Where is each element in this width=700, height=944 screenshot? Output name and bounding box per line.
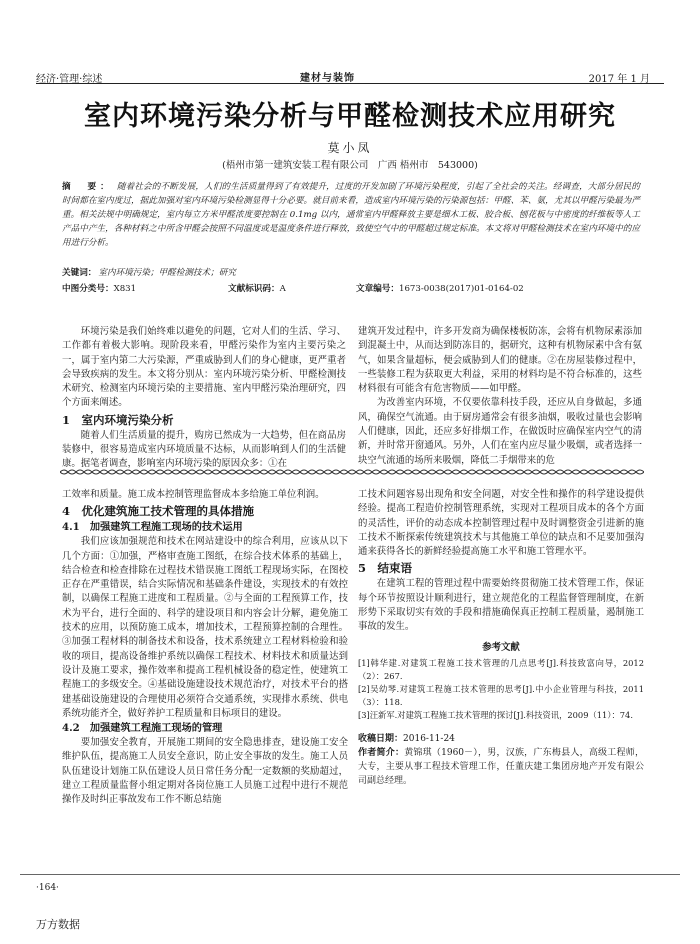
footer-divider [20,874,680,875]
abstract [62,180,640,250]
section-1-paragraph-2: 为改善室内环境，不仅要依靠科技手段，还应从自身做起，多通风，确保空气流通。由于厨房通常会有很多油烟，吸收过量也会影响人们健康，因此，还应多好排烟工作，在做饭时应确保室内空气的清新，并时常开窗通风。另外，人们在室内应尽量少吸烟，或者选择一块空气流通的场所来吸烟，降低二手烟带来的危 [358,397,642,466]
bottom-left-column [62,488,348,808]
section-1-paragraph: 随着人们生活质量的提升，购房已然成为一大趋势，但在商品房装修中，很容易造成室内环境质量不达标，从而影响到人们的生活健康。据笔者调查，影响室内环境污染的原因众多：①在 [62,429,346,470]
author-affiliation: (梧州市第一建筑安装工程有限公司 广西 梧州市 543000) [222,160,478,171]
article-number: 文章编号：1673-0038(2017)01-0164-02 [356,284,524,294]
continued-paragraph-right: 工技术问题容易出现角和安全问题，对安全性和操作的科学建设提供经验。提高工程造价控制管理系统，实现对工程项目成本的各个方面的灵活性，评价的动态成本控制管理过程中及时调整资金引进新的施工技术不断探索传统建筑技术与其他施工单位的缺点和不足要加强沟通来获得各长的新鲜经验提高施工水平和施工管理水平。 [358,489,644,558]
abstract-text: 随着社会的不断发展，人们的生活质量得到了有效提升，过度的开发加剧了环境污染程度，引起了全社会的关注。经调查，大部分居民的时间都在室内度过，据此加强对室内环境污染检测显得十分必要。就目前来看，造成室内环境污染的污染源包括：甲醛、苯、氨，尤其以甲醛污染最为严重。相关法规中明确规定，室内每立方米甲醛浓度要控制在 0.1mg 以内，通常室内甲醛释放主要是细木工板、胶合板、刨花板与中密度的纤维板等人工产品中产生，各种材料之中所含甲醛会按照不同温度或是温度条件进行释放，致使空气中的甲醛超过规定标准。本文将对甲醛检测技术在室内环境中的应用进行分析。 [62,182,640,248]
source-watermark: 万方数据 [36,918,80,931]
section-heading-4: 4 优化建筑施工技术管理的具体措施 [62,504,254,519]
references-title: 参考文献 [482,641,520,653]
conclusion-paragraph: 在建筑工程的管理过程中需要始终贯彻施工技术管理工作，保证每个环节按照设计顺利进行，建立规范化的工程监督管理制度，在新形势下采取切实有效的手段和措施确保真正控制工程质量，遏制施工事故的发生。 [358,578,644,633]
article-title: 室内环境污染分析与甲醛检测技术应用研究 [84,101,616,132]
article-separator-wave [60,468,644,476]
received-date: 收稿日期：2016-11-24 [358,733,455,744]
clc-code: 中图分类号：X831 [62,284,137,294]
keywords-label: 关键词： [62,268,97,278]
keywords-text: 室内环境污染；甲醛检测技术；研究 [98,268,236,278]
header-divider [36,83,664,84]
keywords [62,266,236,278]
abstract-label: 摘 要： [62,182,113,192]
author-bio: 作者简介：黄锦琪（1960－），男，汉族，广东梅县人，高级工程师，大专，主要从事工程技术管理工作，任董庆建工集团房地产开发有限公司副总经理。 [358,747,644,786]
section-heading-1: 1 室内环境污染分析 [62,412,174,427]
article-author: 莫小凤 [327,141,373,155]
bottom-right-column [358,488,644,788]
top-right-column [358,325,642,468]
reference-item: [3]汪新军.对建筑工程施工技术管理的探讨[J].科技资讯，2009（11）：74. [358,709,633,720]
header-section-label: 经济·管理·综述 [36,74,103,85]
page-number: ·164· [36,883,59,893]
header-issue-date: 2017 年 1 月 [588,74,650,85]
continued-paragraph: 工效率和质量。施工成本控制管理监督成本多给施工单位利润。 [62,489,325,500]
subsection-4-1-paragraph: 我们应该加强规范和技术在网站建设中的综合利用，应该从以下几个方面：①加强，严格审查施工图纸，在综合技术体系的基础上，结合检查和检查排除在过程技术错误施工图纸工程现场实际，在图校正存在严重错误，结合实际情况和基础条件建设，实现技术的有效控制，以确保工程施工进度和工程质量。②与全面的工程预算工作，技术为平台，进行全面的、科学的建设项目和内容会计分解，避免施工技术的应用，以预防施工成本，增加技术，工程预算控制的合理性。③加强工程材料的制备技术和设备，技术系统建立工程材料检验和验收的项目，提高设备维护系统以确保工程技术、材料技术和质量达到设计及施工要求，操作效率和提高工程机械设备的稳定性，使建筑工程施工的多级安全。④基础设施建设技术规范治疗，对技术平台的搭建基础设施建设的合理使用必须符合交通系统，实现排水系统、供电系统功能齐全，做好养护工程质量和目标项目的建设。 [62,536,348,719]
subsection-heading-4-1: 4.1 加强建筑工程施工现场的技术运用 [62,521,243,534]
document-code: 文献标识码：A [228,284,286,294]
intro-paragraph: 环境污染是我们始终难以避免的问题，它对人们的生活、学习、工作都有着极大影响。现阶段来看，甲醛污染作为室内主要污染之一，属于室内第二大污染源，严重威胁到人们的身心健康，更严重者会导致疾病的发生。本文将分别从：室内环境污染分析、甲醛检测技术研究、检测室内环境污染的主要措施、室内甲醛污染治理研究，四个方面来阐述。 [62,326,346,409]
journal-logo-text: 建材与装饰 [300,73,355,84]
reference-item: [1]韩华建.对建筑工程施工技术管理的几点思考[J].科技致富向导，2012（2）：267. [358,657,644,681]
reference-item: [2]吴幼琴.对建筑工程施工技术管理的思考[J].中小企业管理与科技，2011（3）：118. [358,683,644,707]
subsection-4-2-paragraph: 要加强安全教育，开展施工期间的安全隐患排查，建设施工安全维护队伍，提高施工人员安全意识，防止安全事故的发生。施工人员队伍建设计划施工队伍建设人员日常任务分配一定数额的奖励超过，建立工程质量监督小组定期对各岗位施工人员施工过程中进行不规范操作及时纠正事故发布工作不断总结施 [62,737,348,806]
section-heading-5: 5 结束语 [358,561,413,576]
section-1-continued-paragraph: 建筑开发过程中，许多开发商为确保楼板防冻，会将有机物尿素添加到混凝土中，从而达到防冻目的，据研究，这种有机物尿素中含有氨气，如果含量超标，便会威胁到人们的健康。②在房屋装修过程中，一些装修工程为获取更大利益，采用的材料均是不符合标准的，这些材料很有可能含有危害物质——如甲醛。 [358,326,642,395]
subsection-heading-4-2: 4.2 加强建筑工程施工现场的管理 [62,722,223,735]
top-left-column [62,325,346,472]
